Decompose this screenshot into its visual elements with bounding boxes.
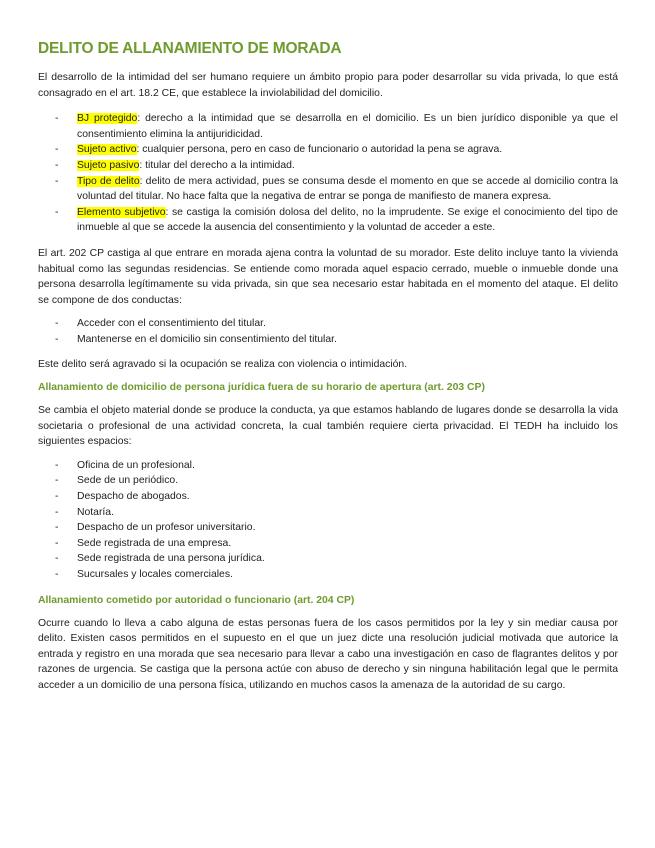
list-item: - Despacho de abogados.	[38, 489, 618, 505]
spaces-list	[38, 458, 618, 583]
definition-text: : delito de mera actividad, pues se consuma desde el momento en que se accede al domicilio contra la voluntad del titular. No hace falta que la negativa de entrar se ponga de manifiesto de manera expresa.	[77, 175, 619, 203]
list-item: - Sucursales y locales comerciales.	[38, 567, 618, 583]
section-heading-204: Allanamiento cometido por autoridad o funcionario (art. 204 CP)	[38, 594, 355, 606]
list-item: - Mantenerse en el domicilio sin consentimiento del titular.	[38, 332, 618, 348]
art-202-paragraph: El art. 202 CP castiga al que entrare en morada ajena contra la voluntad de su morador. Este delito incluye tanto la vivienda habitual como las segundas residencias. Se entiende como morada aquel espacio cerrado, mueble o inmueble donde una persona desarrolla legítimamente su vida privada, sin que sea necesario estar habitada en el momento del ataque. El delito se compone de dos conductas:	[38, 247, 618, 306]
list-item: - Notaría.	[38, 505, 618, 521]
conducts-list	[38, 316, 618, 347]
definition-text: : titular del derecho a la intimidad.	[139, 159, 295, 171]
highlighted-term: BJ protegido	[77, 113, 138, 125]
list-item	[38, 111, 618, 142]
section-204-body: Ocurre cuando lo lleva a cabo alguna de estas personas fuera de los casos permitidos por la ley y sin mediar causa por delito. Existen casos permitidos en el supuesto en el que un juez dicte una resolución judicial motivada que autorice la entrada y registro en una morada que sea necesario para llevar a cabo una investigación en caso de flagrantes delitos y por razones de urgencia. Se castiga que la persona actúe con abuso de derecho y sin ninguna habilitación legal que le permita acceder a un domicilio de una persona física, utilizando en muchos casos la amenaza de la autoridad de su cargo.	[38, 617, 618, 691]
section-203-body: Se cambia el objeto material donde se produce la conducta, ya que estamos hablando de lugares donde se desarrolla la vida societaria o profesional de una actividad concreta, la cual también requiere cierta privacidad. El TEDH ha incluido los siguientes espacios:	[38, 405, 618, 448]
highlighted-term: Tipo de delito	[77, 175, 140, 187]
list-item: - Despacho de un profesor universitario.	[38, 520, 618, 536]
list-item: - Sede de un periódico.	[38, 473, 618, 489]
list-item	[38, 142, 618, 158]
list-item	[38, 174, 618, 205]
highlighted-term: Elemento subjetivo	[77, 206, 166, 218]
list-item	[38, 158, 618, 174]
intro-paragraph: El desarrollo de la intimidad del ser humano requiere un ámbito propio para poder desarrollar su vida privada, lo que está consagrado en el art. 18.2 CE, que establece la inviolabilidad del domicilio.	[38, 72, 618, 99]
list-item: - Sede registrada de una empresa.	[38, 536, 618, 552]
highlighted-term: Sujeto pasivo	[77, 159, 140, 171]
definition-text: : cualquier persona, pero en caso de funcionario o autoridad la pena se agrava.	[136, 144, 503, 156]
highlighted-term: Sujeto activo	[77, 144, 137, 156]
definitions-list	[38, 111, 618, 236]
definition-text: : se castiga la comisión dolosa del delito, no la imprudente. Se exige el conocimiento del tipo de inmueble al que se accede la ausencia del consentimiento y la voluntad de acceder a este.	[77, 206, 619, 234]
list-item: - Oficina de un profesional.	[38, 458, 618, 474]
list-item: - Acceder con el consentimiento del titular.	[38, 316, 618, 332]
section-heading-203: Allanamiento de domicilio de persona jurídica fuera de su horario de apertura (art. 203 CP)	[38, 382, 485, 394]
definition-text: : derecho a la intimidad que se desarrolla en el domicilio. Es un bien jurídico disponible ya que el consentimiento elimina la antijuridicidad.	[77, 113, 618, 140]
list-item: - Sede registrada de una persona jurídica.	[38, 551, 618, 567]
list-item	[38, 205, 618, 236]
aggravated-paragraph: Este delito será agravado si la ocupación se realiza con violencia o intimidación.	[38, 358, 408, 370]
document-title: DELITO DE ALLANAMIENTO DE MORADA	[38, 40, 342, 57]
